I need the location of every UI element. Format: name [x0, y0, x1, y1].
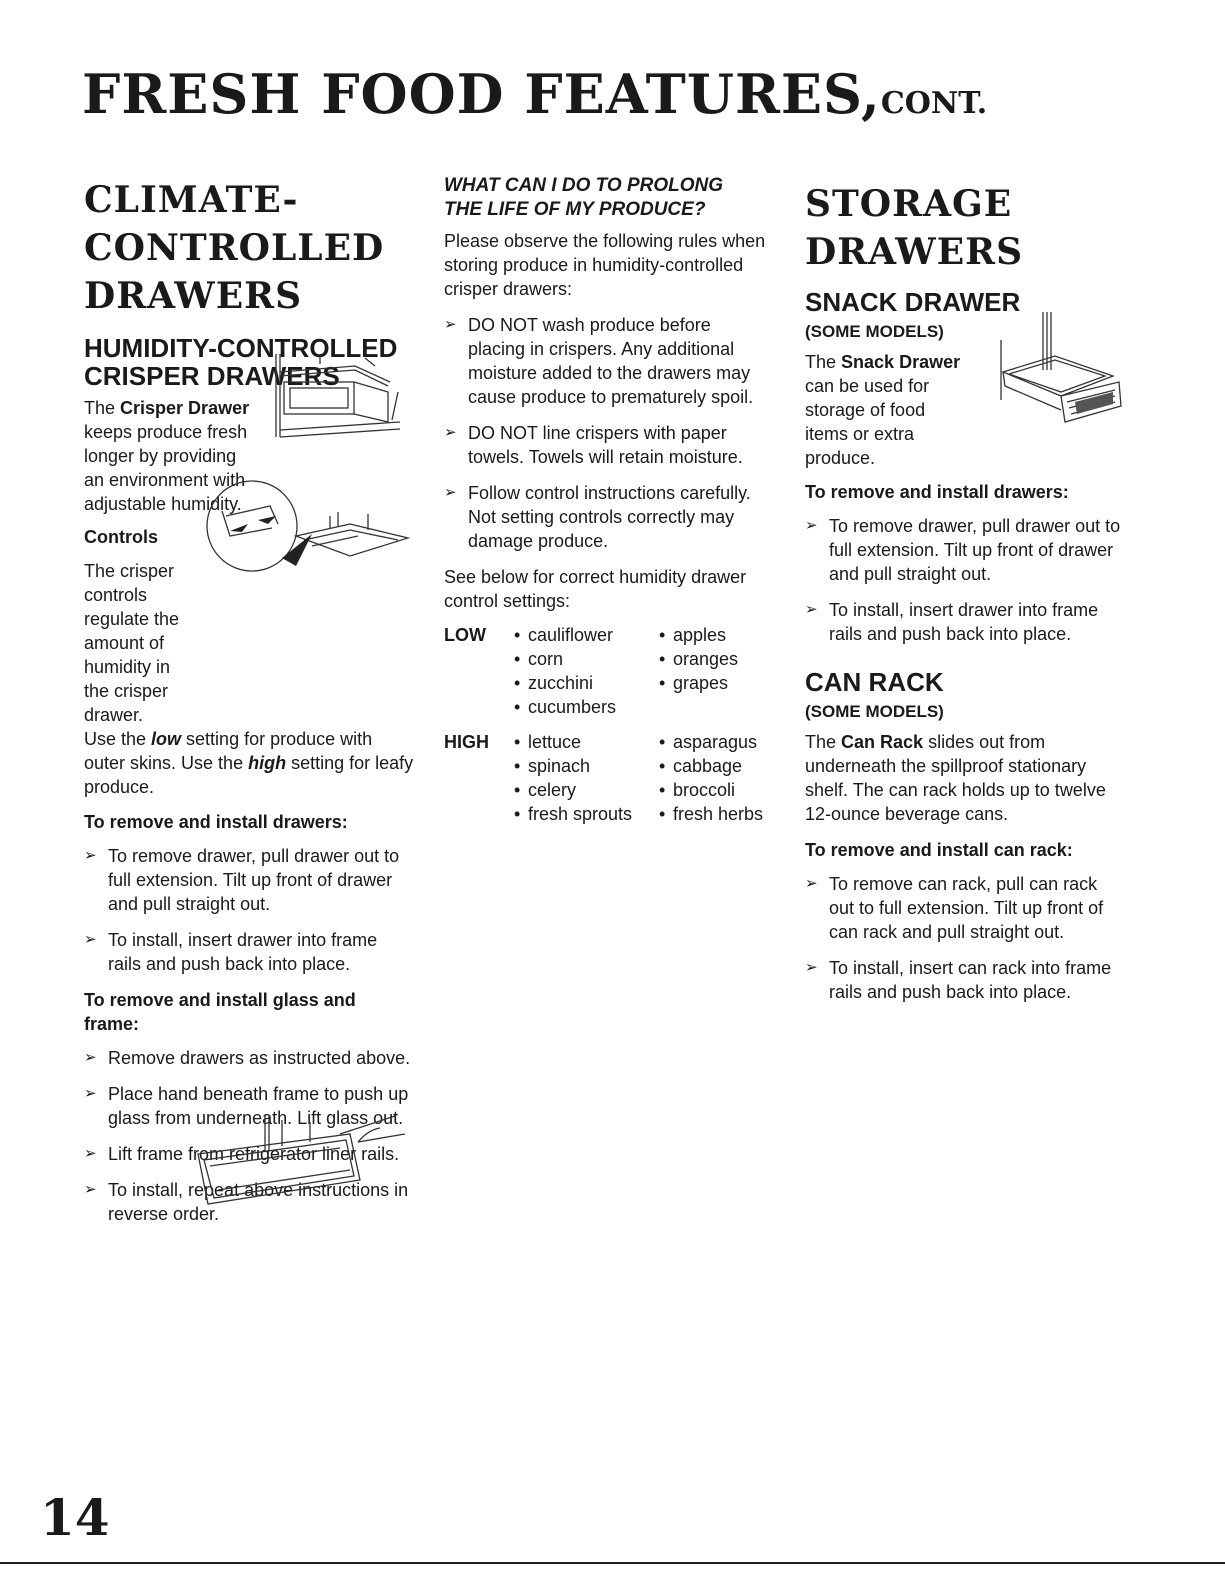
step-item: [84, 844, 414, 916]
arrow-bullet-icon: ➢: [84, 1085, 97, 1102]
produce-name: oranges: [673, 649, 739, 669]
list-item: [514, 695, 659, 719]
produce-name: cauliflower: [528, 625, 614, 645]
step-text: To install, repeat above instructions in reverse order.: [108, 1180, 409, 1224]
text: can be used for storage of food items or extra produce.: [805, 376, 930, 468]
snack-drawer-term: Snack Drawer: [841, 352, 961, 372]
rule-text: Follow control instructions carefully. Not setting controls correctly may damage produce.: [468, 483, 751, 551]
heading-humidity-crisper: HUMIDITY-CONTROLLED CRISPER DRAWERS: [84, 333, 398, 391]
text: Use the: [84, 729, 152, 749]
arrow-bullet-icon: ➢: [805, 959, 818, 976]
rule-item: [444, 481, 764, 553]
table-row: [444, 719, 763, 826]
page-title: [82, 62, 987, 136]
text: setting for leafy produce.: [84, 753, 414, 797]
produce-rules: [444, 313, 764, 553]
snack-remove-steps: [805, 514, 1123, 646]
text: The: [805, 732, 842, 752]
text: slides out from underneath the spillproof stationary shelf. The can rack holds up to twelve 12-ounce beverage cans.: [805, 732, 1106, 824]
high-term: high: [248, 753, 287, 773]
list-item: [659, 754, 763, 778]
step-text: Place hand beneath frame to push up glass from underneath. Lift glass out.: [108, 1084, 409, 1128]
produce-name: broccoli: [673, 780, 736, 800]
dot-bullet-icon: •: [659, 756, 666, 776]
high-label: HIGH: [444, 732, 489, 752]
low-list-1: [514, 623, 659, 719]
low-list-2: [659, 623, 763, 719]
produce-name: zucchini: [528, 673, 594, 693]
rule-item: [444, 421, 764, 469]
produce-name: spinach: [528, 756, 591, 776]
text: The: [805, 352, 842, 372]
snack-remove-heading: To remove and install drawers:: [805, 482, 1069, 502]
arrow-bullet-icon: ➢: [84, 847, 97, 864]
can-remove-heading: To remove and install can rack:: [805, 840, 1073, 860]
page-number: 14: [40, 1488, 110, 1547]
can-rack-heading: CAN RACK: [805, 667, 944, 697]
step-item: [805, 872, 1123, 944]
dot-bullet-icon: •: [514, 649, 521, 669]
arrow-bullet-icon: ➢: [84, 1181, 97, 1198]
list-item: [514, 802, 659, 826]
produce-name: apples: [673, 625, 727, 645]
produce-name: asparagus: [673, 732, 758, 752]
dot-bullet-icon: •: [514, 673, 521, 693]
can-rack-term: Can Rack: [841, 732, 924, 752]
bottom-divider: [0, 1562, 1225, 1564]
step-text: To remove drawer, pull drawer out to full extension. Tilt up front of drawer and pull straight out.: [108, 846, 400, 914]
low-term: low: [151, 729, 182, 749]
step-text: To remove can rack, pull can rack out to full extension. Tilt up front of can rack and pull straight out.: [829, 874, 1104, 942]
can-models-note: (SOME MODELS): [805, 702, 944, 721]
controls-heading: Controls: [84, 527, 158, 547]
list-item: [514, 647, 659, 671]
section-title-storage: STORAGE DRAWERS: [805, 183, 1024, 273]
step-text: Lift frame from refrigerator liner rails.: [108, 1144, 400, 1164]
step-text: To install, insert drawer into frame rails and push back into place.: [108, 930, 378, 974]
produce-name: corn: [528, 649, 564, 669]
dot-bullet-icon: •: [514, 756, 521, 776]
produce-name: fresh herbs: [673, 804, 764, 824]
dot-bullet-icon: •: [514, 780, 521, 800]
text: keeps produce fresh longer by providing an environment with adjustable humidity.: [84, 422, 248, 514]
dot-bullet-icon: •: [659, 780, 666, 800]
list-item: [659, 778, 763, 802]
produce-name: cucumbers: [528, 697, 617, 717]
can-remove-steps: [805, 872, 1123, 1004]
rule-text: DO NOT line crispers with paper towels. Towels will retain moisture.: [468, 423, 743, 467]
crisper-controls-illustration: [200, 476, 412, 580]
text: setting for produce with outer skins. Use the: [84, 729, 373, 773]
dot-bullet-icon: •: [659, 649, 666, 669]
dot-bullet-icon: •: [514, 804, 521, 824]
page-title-cont: CONT.: [880, 86, 988, 121]
see-below-text: See below for correct humidity drawer control settings:: [444, 567, 747, 611]
arrow-bullet-icon: ➢: [84, 1049, 97, 1066]
remove-drawers-heading: To remove and install drawers:: [84, 812, 348, 832]
low-label: LOW: [444, 625, 486, 645]
arrow-bullet-icon: ➢: [84, 931, 97, 948]
rule-item: [444, 313, 764, 409]
high-list-2: [659, 719, 763, 826]
text: The: [84, 398, 121, 418]
step-item: [84, 1046, 414, 1070]
list-item: [514, 730, 659, 754]
snack-drawer-illustration: [995, 310, 1127, 426]
list-item: [659, 647, 763, 671]
arrow-bullet-icon: ➢: [805, 517, 818, 534]
section-title-climate: [84, 176, 414, 320]
arrow-bullet-icon: ➢: [444, 424, 457, 441]
snack-drawer-heading: SNACK DRAWER: [805, 287, 1021, 317]
high-list-1: [514, 719, 659, 826]
arrow-bullet-icon: ➢: [805, 601, 818, 618]
crisper-drawer-term: Crisper Drawer: [120, 398, 250, 418]
step-text: To install, insert drawer into frame rails and push back into place.: [829, 600, 1099, 644]
step-item: [805, 514, 1123, 586]
list-item: [659, 730, 763, 754]
list-item: [659, 623, 763, 647]
humidity-settings-table: [444, 623, 763, 826]
prolong-intro: Please observe the following rules when storing produce in humidity-controlled crisper drawers:: [444, 231, 766, 299]
controls-text: The crisper controls regulate the amount of humidity in the crisper drawer.: [84, 561, 180, 725]
step-item: [84, 928, 414, 976]
table-row: [444, 623, 763, 719]
glass-frame-illustration: [190, 1106, 415, 1210]
produce-name: fresh sprouts: [528, 804, 633, 824]
produce-name: cabbage: [673, 756, 743, 776]
dot-bullet-icon: •: [659, 804, 666, 824]
dot-bullet-icon: •: [514, 697, 521, 717]
list-item: [514, 623, 659, 647]
dot-bullet-icon: •: [659, 732, 666, 752]
remove-glass-heading: To remove and install glass and frame:: [84, 990, 356, 1034]
step-text: To remove drawer, pull drawer out to full extension. Tilt up front of drawer and pull straight out.: [829, 516, 1121, 584]
column-storage-drawers: [805, 180, 1135, 1004]
produce-name: grapes: [673, 673, 729, 693]
page-title-main: FRESH FOOD FEATURES,: [82, 62, 881, 126]
arrow-bullet-icon: ➢: [444, 484, 457, 501]
produce-name: lettuce: [528, 732, 582, 752]
step-item: [805, 956, 1123, 1004]
rule-text: DO NOT wash produce before placing in crispers. Any additional moisture added to the drawers may cause produce to prematurely spoil.: [468, 315, 754, 407]
dot-bullet-icon: •: [514, 732, 521, 752]
arrow-bullet-icon: ➢: [84, 1145, 97, 1162]
snack-models-note: (SOME MODELS): [805, 322, 944, 341]
list-item: [514, 778, 659, 802]
arrow-bullet-icon: ➢: [805, 875, 818, 892]
produce-name: celery: [528, 780, 577, 800]
column-climate-controlled: [84, 176, 414, 1226]
step-text: To install, insert can rack into frame rails and push back into place.: [829, 958, 1112, 1002]
section-title-line: CLIMATE-CONTROLLED: [84, 179, 385, 269]
list-item: [514, 754, 659, 778]
section-title-line: DRAWERS: [84, 275, 303, 317]
use-settings-text: [84, 727, 414, 799]
step-item: [805, 598, 1123, 646]
dot-bullet-icon: •: [514, 625, 521, 645]
can-rack-intro: [805, 730, 1110, 826]
dot-bullet-icon: •: [659, 673, 666, 693]
step-text: Remove drawers as instructed above.: [108, 1048, 411, 1068]
arrow-bullet-icon: ➢: [444, 316, 457, 333]
snack-intro: [805, 350, 970, 470]
list-item: [659, 671, 763, 695]
remove-drawers-steps: [84, 844, 414, 976]
crisper-drawer-illustration: [270, 352, 410, 444]
column-prolong-produce: [444, 174, 774, 826]
prolong-produce-question: WHAT CAN I DO TO PROLONG THE LIFE OF MY PRODUCE?: [444, 175, 724, 220]
list-item: [514, 671, 659, 695]
list-item: [659, 802, 763, 826]
dot-bullet-icon: •: [659, 625, 666, 645]
